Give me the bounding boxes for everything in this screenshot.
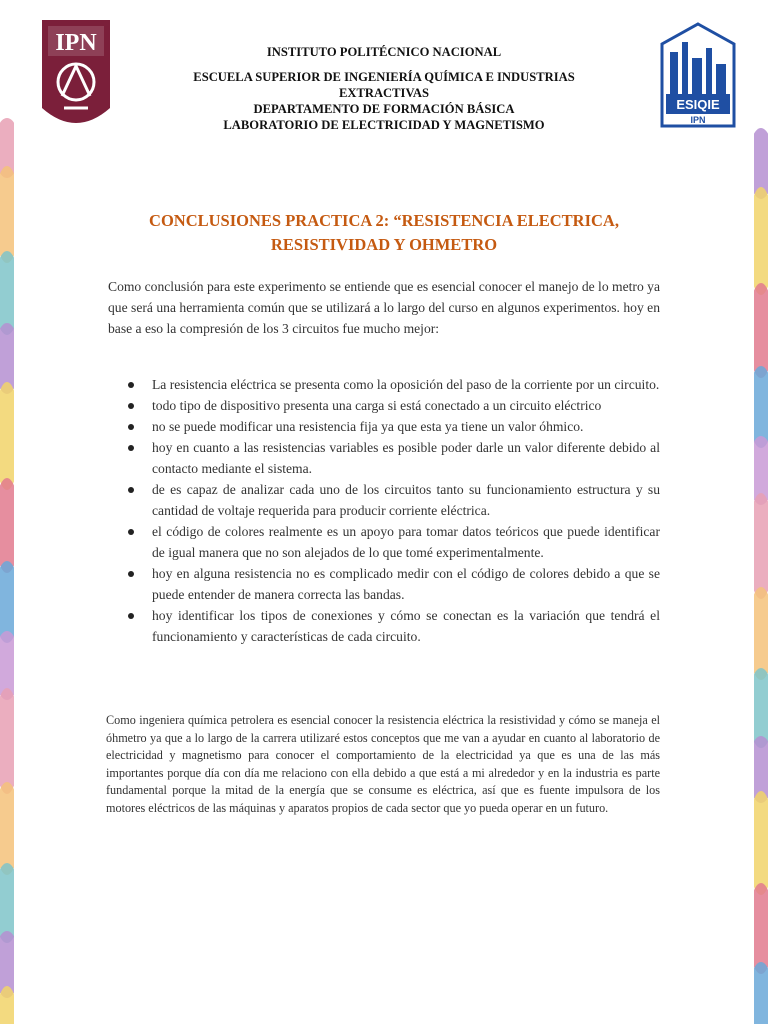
bullet-icon: [128, 529, 134, 535]
list-item-text: hoy en alguna resistencia no es complicado medir con el código de colores debido a que se puede entender de manera correcta las bandas.: [152, 566, 660, 602]
closing-paragraph: Como ingeniera química petrolera es esencial conocer la resistencia eléctrica la resistividad y cómo se maneja el óhmetro ya que a lo largo de la carrera utilizaré estos conceptos que me van a ayudar en cuanto al laboratorio de electricidad y magnetismo para conocer el comportamiento de la electricidad ya que es una de las más importantes porque día con día me relaciono con ella debido a que está a mi alrededor y en la industria es parte fundamental porque la mitad de la energía que se consume es eléctrica, así que es fuente impulsora de los motores eléctricos de las máquinas y aparatos propios de cada sector que yo pueda operar en un futuro.: [106, 713, 660, 815]
list-item-text: el código de colores realmente es un apoyo para tomar datos teóricos que puede identificar de igual manera que no son alejados de lo que tomé experimentalmente.: [152, 524, 660, 560]
lab-name: LABORATORIO DE ELECTRICIDAD Y MAGNETISMO: [223, 118, 545, 132]
document-title: CONCLUSIONES PRACTICA 2: “RESISTENCIA ELECTRICA, RESISTIVIDAD Y OHMETRO: [149, 211, 619, 254]
list-item-text: hoy identificar los tipos de conexiones y cómo se conectan es la variación que tendrá el funcionamiento y características de cada circuito.: [152, 608, 660, 644]
watercolor-blob: [754, 493, 768, 599]
bullet-icon: [128, 571, 134, 577]
list-item-text: La resistencia eléctrica se presenta como la oposición del paso de la corriente por un circuito.: [152, 377, 660, 392]
list-item-text: de es capaz de analizar cada uno de los circuitos tanto su funcionamiento estructura y su cantidad de voltaje requerida para producir corriente eléctrica.: [152, 482, 660, 518]
watercolor-blob: [0, 986, 14, 1024]
school-name: ESCUELA SUPERIOR DE INGENIERÍA QUÍMICA E INDUSTRIAS EXTRACTIVAS: [193, 70, 575, 100]
list-item: [126, 437, 660, 479]
esiqie-logo: [660, 22, 736, 128]
watercolor-blob: [754, 883, 768, 974]
list-item-text: todo tipo de dispositivo presenta una carga si está conectado a un circuito eléctrico: [152, 398, 602, 413]
list-item: [126, 416, 660, 437]
institute-name: INSTITUTO POLITÉCNICO NACIONAL: [266, 45, 502, 59]
list-item: [126, 479, 660, 521]
watercolor-blob: [0, 382, 14, 490]
watercolor-border-left: [0, 118, 14, 1024]
watercolor-blob: [754, 962, 768, 1024]
list-item: [126, 605, 660, 647]
bullet-icon: [128, 445, 134, 451]
bullet-icon: [128, 487, 134, 493]
department-name: DEPARTAMENTO DE FORMACIÓN BÁSICA: [253, 102, 515, 116]
watercolor-blob: [0, 166, 14, 263]
watercolor-blob: [754, 283, 768, 378]
bullet-icon: [128, 403, 134, 409]
list-item: [126, 374, 660, 395]
esiqie-logo-text: ESIQIE: [676, 97, 720, 112]
watercolor-blob: [754, 587, 768, 680]
watercolor-blob: [754, 791, 768, 895]
document-header: [150, 44, 618, 133]
bullet-icon: [128, 382, 134, 388]
bullet-icon: [128, 424, 134, 430]
conclusions-list: [126, 374, 660, 647]
ipn-logo: [36, 16, 116, 138]
watercolor-blob: [0, 782, 14, 875]
watercolor-border-right: [754, 118, 768, 1024]
list-item: [126, 395, 660, 416]
esiqie-logo-sub: IPN: [690, 115, 706, 125]
list-item-text: hoy en cuanto a las resistencias variables es posible poder darle un valor diferente debido al contacto mediante el sistema.: [152, 440, 660, 476]
list-item: [126, 521, 660, 563]
ipn-logo-text: IPN: [55, 30, 97, 56]
watercolor-blob: [0, 688, 14, 794]
list-item: [126, 563, 660, 605]
watercolor-blob: [754, 187, 768, 295]
watercolor-blob: [0, 478, 14, 573]
bullet-icon: [128, 613, 134, 619]
intro-paragraph: Como conclusión para este experimento se entiende que es esencial conocer el manejo de lo metro ya que será una herramienta común que se utilizará a lo largo del curso en algunos experimentos. hoy en base a eso la compresión de los 3 circuitos fue mucho mejor:: [108, 279, 660, 336]
list-item-text: no se puede modificar una resistencia fija ya que esta ya tiene un valor óhmico.: [152, 419, 584, 434]
